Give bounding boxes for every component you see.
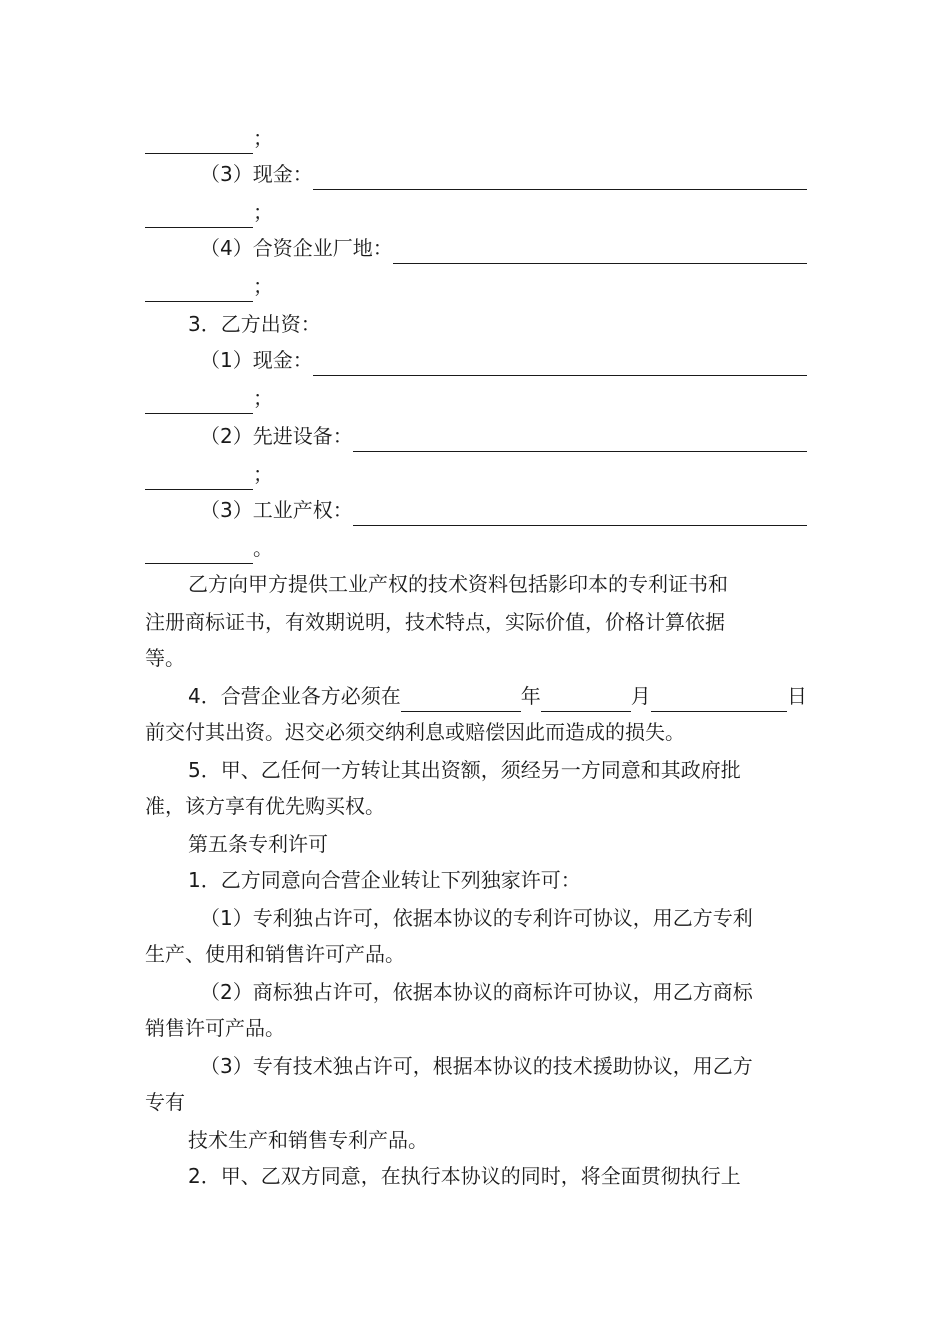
paragraph-line: 技术生产和销售专利产品。 [188,1128,428,1152]
blank-underline[interactable] [313,167,807,190]
line-tail: ； [253,126,273,150]
month-label: 月 [630,684,651,708]
paragraph-line: （1）专利独占许可，依据本协议的专利许可协议，用乙方专利 [200,906,753,930]
item-label: （1）现金： [200,348,313,372]
deadline-line [188,680,807,712]
paragraph-line: （3）专有技术独占许可，根据本协议的技术援助协议，用乙方 [200,1054,753,1078]
blank-underline[interactable] [353,503,807,526]
fill-line-1 [145,122,807,154]
blank-underline[interactable] [393,241,807,264]
blank-underline[interactable] [145,391,253,414]
blank-underline[interactable] [353,429,807,452]
section-3-heading: 3．乙方出资： [188,312,321,336]
blank-underline[interactable] [313,353,807,376]
paragraph-line: 专有 [145,1090,185,1114]
fill-line-3 [145,270,807,302]
paragraph-line: 生产、使用和销售许可产品。 [145,942,405,966]
item-label: （4）合资企业厂地： [200,236,393,260]
blank-underline[interactable] [145,205,253,228]
paragraph-line: 乙方向甲方提供工业产权的技术资料包括影印本的专利证书和 [188,572,728,596]
blank-underline[interactable] [145,541,253,564]
blank-underline[interactable] [145,467,253,490]
day-blank[interactable] [651,689,787,712]
line-tail: ； [253,274,273,298]
item-industrial-property [200,494,807,526]
paragraph-line: 5．甲、乙任何一方转让其出资额，须经另一方同意和其政府批 [188,758,741,782]
fill-line-4 [145,382,807,414]
paragraph-line: 准，该方享有优先购买权。 [145,794,385,818]
fill-line-6 [145,532,807,564]
item-factory-site [200,232,807,264]
fill-line-5 [145,458,807,490]
paragraph-line: 销售许可产品。 [145,1016,285,1040]
blank-underline[interactable] [145,131,253,154]
blank-underline[interactable] [145,279,253,302]
item-cash-b [200,344,807,376]
line-tail: ； [253,386,273,410]
paragraph-line: 注册商标证书，有效期说明，技术特点，实际价值，价格计算依据 [145,610,725,634]
fill-line-2 [145,196,807,228]
article-5-heading: 第五条专利许可 [188,832,328,856]
item-label: （2）先进设备： [200,424,353,448]
line-tail: 。 [253,536,273,560]
line-tail: ； [253,200,273,224]
paragraph-line: （2）商标独占许可，依据本协议的商标许可协议，用乙方商标 [200,980,753,1004]
day-label: 日 [787,684,807,708]
paragraph-line: 2．甲、乙双方同意，在执行本协议的同时，将全面贯彻执行上 [188,1164,741,1188]
paragraph-line: 1．乙方同意向合营企业转让下列独家许可： [188,868,581,892]
item-label: （3）工业产权： [200,498,353,522]
year-blank[interactable] [401,689,521,712]
item-label: （3）现金： [200,162,313,186]
item-equipment [200,420,807,452]
item-cash-a [200,158,807,190]
year-label: 年 [520,684,541,708]
paragraph-line: 前交付其出资。迟交必须交纳利息或赔偿因此而造成的损失。 [145,720,685,744]
paragraph-line: 等。 [145,646,185,670]
deadline-label: 4．合营企业各方必须在 [188,684,401,708]
line-tail: ； [253,462,273,486]
month-blank[interactable] [541,689,631,712]
